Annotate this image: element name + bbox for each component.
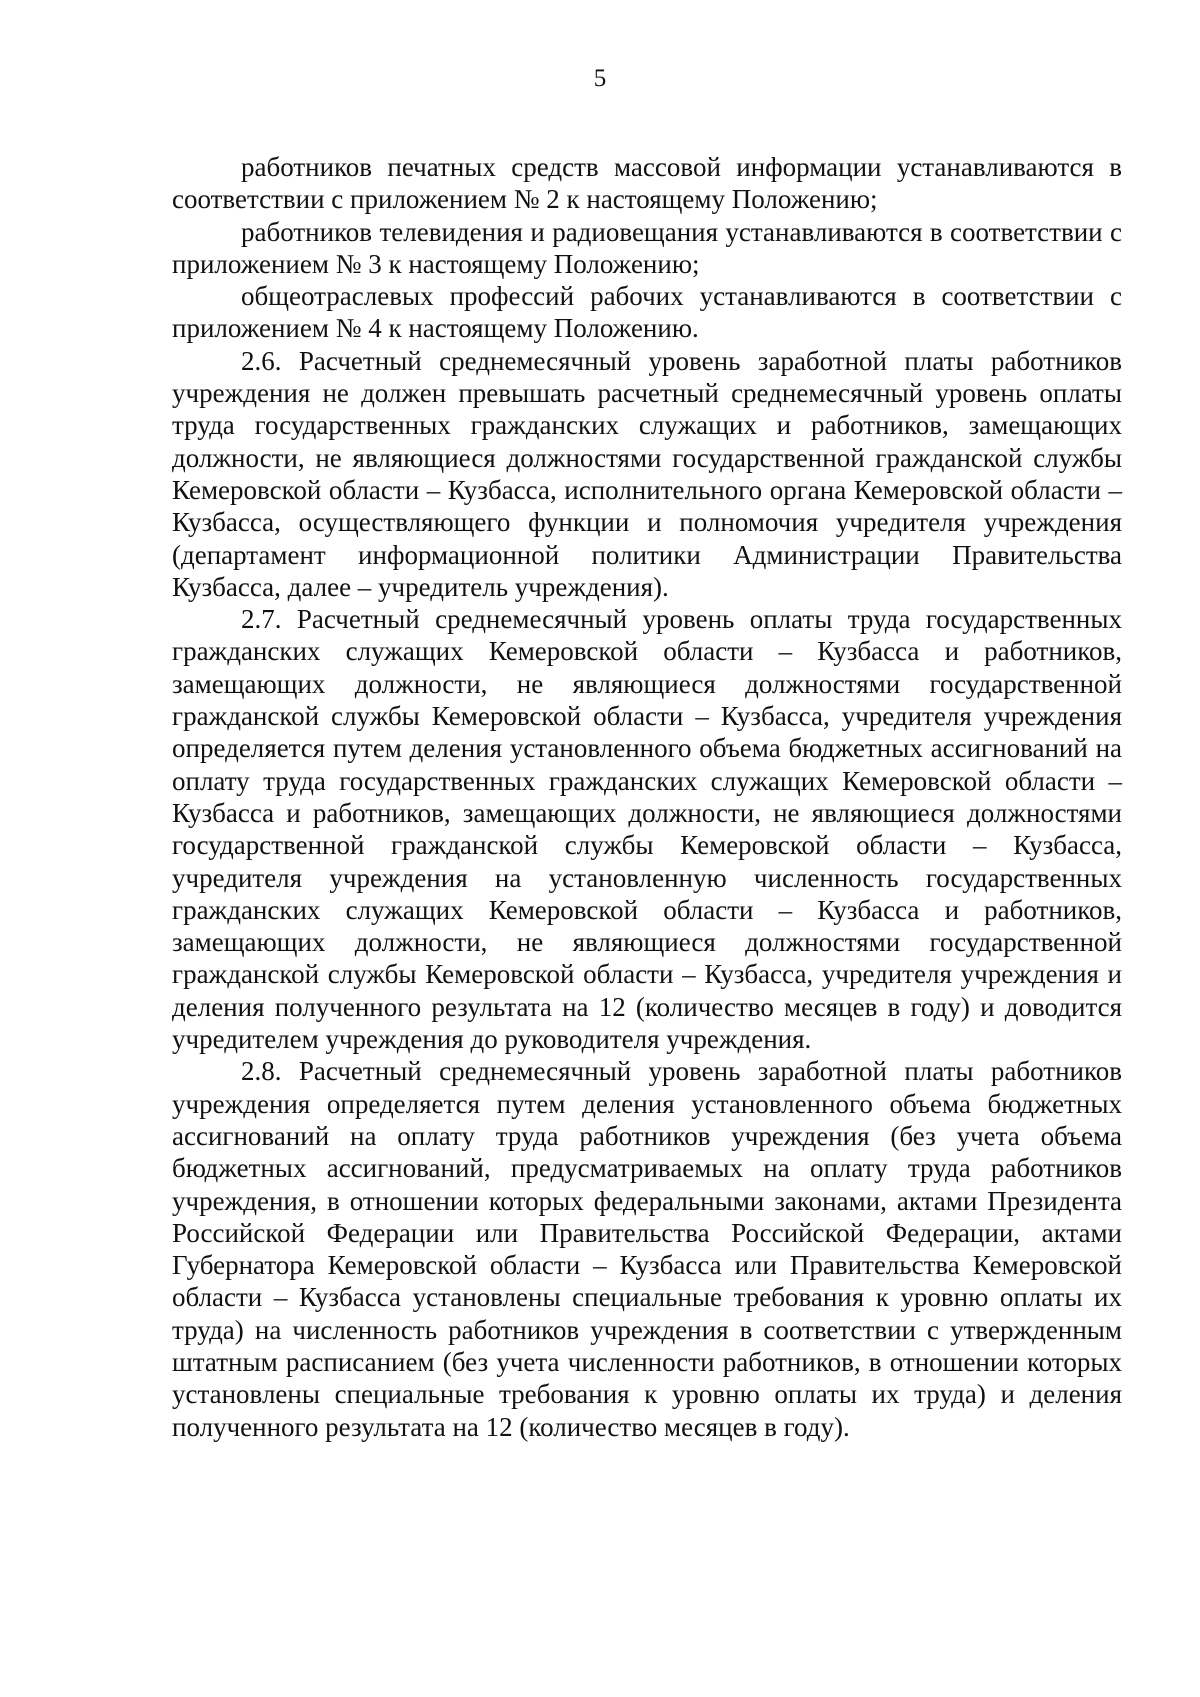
- paragraph-general-professions: общеотраслевых профессий рабочих устанавливаются в соответствии с приложением № 4 к настоящему Положению.: [172, 281, 1122, 344]
- paragraph-section-2-7: 2.7. Расчетный среднемесячный уровень оплаты труда государственных гражданских служащих Кемеровской области – Кузбасса и работников, замещающих должности, не являющиеся должностями государственной гражданской службы Кемеровской области – Кузбасса, учредителя учреждения определяется путем деления установленного объема бюджетных ассигнований на оплату труда государственных гражданских служащих Кемеровской области – Кузбасса и работников, замещающих должности, не являющиеся должностями государственной гражданской службы Кемеровской области – Кузбасса, учредителя учреждения на установленную численность государственных гражданских служащих Кемеровской области – Кузбасса и работников, замещающих должности, не являющиеся должностями государственной гражданской службы Кемеровской области – Кузбасса, учредителя учреждения и деления полученного результата на 12 (количество месяцев в году) и доводится учредителем учреждения до руководителя учреждения.: [172, 604, 1122, 1055]
- paragraph-print-media-workers: работников печатных средств массовой информации устанавливаются в соответствии с приложением № 2 к настоящему Положению;: [172, 152, 1122, 215]
- paragraph-section-2-6: 2.6. Расчетный среднемесячный уровень заработной платы работников учреждения не должен превышать расчетный среднемесячный уровень оплаты труда государственных гражданских служащих и работников, замещающих должности, не являющиеся должностями государственной гражданской службы Кемеровской области – Кузбасса, исполнительного органа Кемеровской области – Кузбасса, осуществляющего функции и полномочия учредителя учреждения (департамент информационной политики Администрации Правительства Кузбасса, далее – учредитель учреждения).: [172, 345, 1122, 602]
- paragraph-section-2-8: 2.8. Расчетный среднемесячный уровень заработной платы работников учреждения определяется путем деления установленного объема бюджетных ассигнований на оплату труда работников учреждения (без учета объема бюджетных ассигнований, предусматриваемых на оплату труда работников учреждения, в отношении которых федеральными законами, актами Президента Российской Федерации или Правительства Российской Федерации, актами Губернатора Кемеровской области – Кузбасса или Правительства Кемеровской области – Кузбасса установлены специальные требования к уровню оплаты их труда) на численность работников учреждения в соответствии с утвержденным штатным расписанием (без учета численности работников, в отношении которых установлены специальные требования к уровню оплаты их труда) и деления полученного результата на 12 (количество месяцев в году).: [172, 1056, 1122, 1442]
- page-number: 5: [593, 65, 607, 92]
- document-body: [172, 151, 1122, 1443]
- paragraph-tv-radio-workers: работников телевидения и радиовещания устанавливаются в соответствии с приложением № 3 к настоящему Положению;: [172, 216, 1122, 279]
